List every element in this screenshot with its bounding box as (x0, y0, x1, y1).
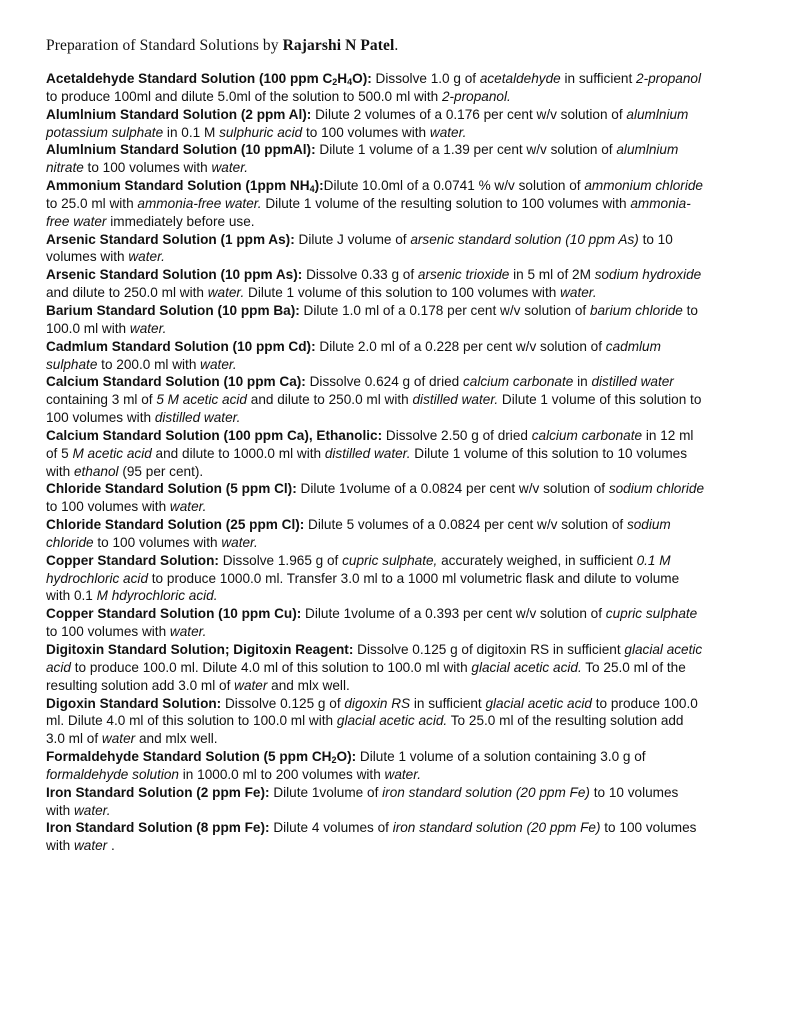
solution-entry-cadmium-10ppm (46, 338, 706, 374)
entry-heading (46, 642, 353, 657)
description-text: immediately before use. (106, 213, 255, 229)
reagent-name: glacial acetic acid (46, 642, 703, 675)
entry-heading (46, 749, 356, 764)
heading-subscript: 4 (309, 184, 315, 195)
description-text: in 1000.0 ml to 200 volumes with (179, 766, 385, 782)
reagent-name: alumlnium nitrate (46, 142, 679, 176)
heading-text: Cadmlum Standard Solution (10 ppm Cd): (46, 338, 316, 354)
description-text: Dilute 1 volume of a solution containing 3.0 g of (356, 749, 646, 765)
description-text: Dilute 5 volumes of a 0.0824 per cent w/v solution of (304, 517, 627, 533)
solution-entry-copper (46, 552, 706, 606)
description-text: . (107, 838, 115, 854)
reagent-name: distilled water. (324, 445, 411, 461)
solution-entry-iron-2ppm (46, 784, 706, 820)
reagent-name: ammonia-free water. (137, 195, 262, 211)
description-text: Dissolve 1.965 g of (218, 552, 343, 568)
heading-subscript: 2 (331, 755, 337, 766)
entry-heading (46, 374, 306, 389)
reagent-name: M hdyrochloric acid. (96, 588, 218, 604)
description-text: to produce 100.0 ml. Dilute 4.0 ml of this solution to 100.0 ml with (70, 659, 472, 675)
reagent-name: distilled water (591, 374, 674, 390)
reagent-name: ammonia-free water (46, 195, 691, 229)
solution-entry-chloride-5ppm (46, 480, 706, 516)
reagent-name: glacial acetic acid. (471, 659, 582, 675)
description-text: Dilute 1 volume of this solution to 100 volumes with (46, 392, 702, 426)
reagent-name: cupric sulphate (605, 606, 698, 622)
reagent-name: water. (211, 160, 248, 176)
solution-entry-barium-10ppm (46, 302, 706, 338)
description-text: to 200.0 ml with (97, 356, 201, 372)
reagent-name: water. (200, 356, 237, 372)
description-text: to 100 volumes with (46, 624, 170, 640)
description-text: to 100 volumes with (46, 820, 697, 854)
description-text: To 25.0 ml of the resulting solution add 3.0 ml of (46, 659, 686, 693)
reagent-name: digoxin RS (344, 695, 411, 711)
reagent-name: water. (429, 124, 467, 140)
description-text: to produce 1000.0 ml. Transfer 3.0 ml to a 1000 ml volumetric flask and dilute to volume with 0.1 (46, 570, 680, 604)
reagent-name: acetaldehyde (479, 71, 561, 86)
reagent-name: 2-propanol (636, 71, 702, 86)
description-text: to 100 volumes with (93, 534, 222, 550)
heading-text: Copper Standard Solution: (46, 552, 219, 568)
entry-heading (46, 232, 295, 247)
solution-entry-digoxin (46, 695, 706, 749)
heading-text: Acetaldehyde Standard Solution (100 ppm C (46, 71, 333, 86)
description-text: accurately weighed, in sufficient (437, 552, 637, 568)
reagent-name: sodium hydroxide (594, 267, 702, 283)
reagent-name: 5 M acetic acid (156, 392, 247, 408)
heading-text: Iron Standard Solution (2 ppm Fe): (46, 784, 270, 800)
entry-heading (46, 553, 219, 568)
description-text: Dilute 2 volumes of a 0.176 per cent w/v solution of (311, 106, 627, 122)
solution-entry-copper-10ppm (46, 605, 706, 641)
description-text: Dissolve 0.624 g of dried (305, 374, 463, 390)
entry-heading (46, 178, 324, 193)
description-text: and dilute to 250.0 ml with (46, 285, 208, 301)
description-text: in 0.1 M (163, 124, 220, 140)
reagent-name: distilled water. (412, 392, 499, 408)
heading-text: Digoxin Standard Solution: (46, 695, 222, 711)
solution-entry-calcium-100ppm-ethanolic (46, 427, 706, 481)
description-text: in 5 ml of 2M (509, 267, 595, 283)
reagent-name: water. (129, 320, 167, 336)
description-text: Dissolve 0.125 g of (221, 695, 345, 711)
heading-subscript: 2 (332, 77, 338, 87)
solution-entry-arsenic-1ppm (46, 231, 706, 267)
description-text: to produce 100ml and dilute 5.0ml of the solution to 500.0 ml with (46, 88, 442, 104)
reagent-name: water. (73, 802, 111, 818)
reagent-name: sodium chloride (46, 517, 671, 550)
reagent-name: water. (128, 249, 165, 265)
entry-heading (46, 696, 221, 711)
reagent-name: cadmlum sulphate (46, 338, 661, 372)
description-text: in sufficient (560, 71, 637, 86)
description-text: Dilute J volume of (294, 231, 411, 247)
reagent-name: sulphuric acid (219, 124, 303, 140)
description-text: in (573, 374, 592, 390)
reagent-name: water (234, 677, 268, 693)
heading-text: O): (336, 749, 357, 765)
title-suffix: . (394, 37, 399, 54)
solution-entry-digitoxin (46, 641, 706, 695)
reagent-name: 2-propanol. (441, 88, 511, 104)
description-text: to 100 volumes with (302, 124, 430, 140)
reagent-name: arsenic trioxide (417, 267, 510, 283)
reagent-name: 0.1 M hydrochloric acid (46, 552, 671, 586)
description-text: Dissolve 2.50 g of dried (382, 427, 532, 443)
description-text: (95 per cent). (118, 463, 204, 479)
description-text: Dilute 1volume of a 0.0824 per cent w/v solution of (296, 481, 609, 497)
document-title (46, 36, 706, 56)
entry-heading (46, 428, 382, 443)
heading-text: Digitoxin Standard Solution; Digitoxin Reagent: (46, 642, 354, 657)
solution-entry-acetaldehyde-100ppm (46, 70, 706, 106)
heading-text: Formaldehyde Standard Solution (5 ppm CH (46, 749, 332, 765)
entry-heading (46, 339, 316, 354)
entry-heading (46, 785, 270, 800)
description-text: and mlx well. (135, 731, 218, 747)
reagent-name: M acetic acid (72, 445, 152, 461)
description-text: Dilute 1 volume of this solution to 100 volumes with (244, 285, 561, 301)
description-text: to produce 100.0 ml. Dilute 4.0 ml of this solution to 100.0 ml with (46, 695, 698, 729)
solution-entry-aluminium-10ppm (46, 141, 706, 177)
description-text: Dissolve 1.0 g of (371, 71, 480, 86)
reagent-name: water. (207, 285, 245, 301)
description-text: Dilute 1 volume of a 1.39 per cent w/v solution of (315, 142, 617, 158)
heading-text: Arsenic Standard Solution (10 ppm As): (46, 267, 303, 283)
reagent-name: ammonium chloride (584, 178, 703, 194)
reagent-name: water (101, 731, 136, 747)
entry-heading (46, 820, 270, 835)
heading-text: Barium Standard Solution (10 ppm Ba): (46, 302, 300, 318)
description-text: Dilute 1 volume of this solution to 10 volumes with (46, 445, 688, 479)
reagent-name: arsenic standard solution (10 ppm As) (410, 231, 639, 247)
description-text: in sufficient (410, 695, 486, 711)
heading-text: Chloride Standard Solution (25 ppm Cl): (46, 517, 305, 533)
solution-entry-formaldehyde-5ppm (46, 748, 706, 784)
description-text: to 100 volumes with (83, 160, 212, 176)
heading-text: Alumlnium Standard Solution (10 ppmAl): (46, 142, 316, 158)
entry-heading (46, 71, 372, 86)
solution-entry-chloride-25ppm (46, 516, 706, 552)
description-text: to 10 volumes with (46, 231, 673, 265)
description-text: Dilute 1volume of (269, 784, 383, 800)
description-text: To 25.0 ml of the resulting solution add 3.0 ml of (46, 713, 684, 747)
description-text: Dilute 2.0 ml of a 0.228 per cent w/v solution of (315, 338, 606, 354)
description-text: and mlx well. (267, 677, 350, 693)
heading-text: H (337, 71, 348, 86)
description-text: containing 3 ml of (46, 392, 157, 408)
entry-heading (46, 606, 301, 621)
reagent-name: water (73, 838, 108, 854)
description-text: to 10 volumes with (46, 784, 679, 818)
heading-text: Alumlnium Standard Solution (2 ppm Al): (46, 106, 312, 122)
description-text: to 100.0 ml with (46, 302, 698, 336)
description-text: Dilute 1 volume of the resulting solution to 100 volumes with (261, 195, 631, 211)
description-text: to 100 volumes with (46, 499, 170, 515)
reagent-name: glacial acetic acid (485, 695, 592, 711)
heading-text: Calcium Standard Solution (100 ppm Ca), Ethanolic: (46, 427, 383, 443)
entry-heading (46, 481, 297, 496)
title-author: Rajarshi N Patel (282, 37, 395, 54)
solution-entry-arsenic-10ppm (46, 266, 706, 302)
heading-text: Calcium Standard Solution (10 ppm Ca): (46, 374, 306, 390)
heading-text: Arsenic Standard Solution (1 ppm As): (46, 231, 295, 247)
description-text: Dilute 4 volumes of (269, 820, 393, 836)
reagent-name: cupric sulphate, (342, 552, 438, 568)
heading-text: Copper Standard Solution (10 ppm Cu): (46, 606, 302, 622)
heading-text: Iron Standard Solution (8 ppm Fe): (46, 820, 270, 836)
solution-entry-ammonium-1ppm (46, 177, 706, 231)
reagent-name: alumlnium potassium sulphate (46, 106, 689, 140)
reagent-name: glacial acetic acid. (336, 713, 448, 729)
heading-subscript: 4 (347, 77, 353, 87)
description-text: Dilute 1.0 ml of a 0.178 per cent w/v solution of (299, 302, 590, 318)
description-text: Dilute 10.0ml of a 0.0741 % w/v solution of (323, 178, 585, 194)
document-page (46, 36, 706, 855)
description-text: Dissolve 0.33 g of (302, 267, 418, 283)
description-text: Dissolve 0.125 g of digitoxin RS in sufficient (353, 642, 625, 657)
entry-heading (46, 267, 302, 282)
description-text: to 25.0 ml with (46, 195, 138, 211)
entry-heading (46, 303, 300, 318)
reagent-name: water. (221, 534, 258, 550)
reagent-name: calcium carbonate (531, 427, 643, 443)
reagent-name: iron standard solution (20 ppm Fe) (392, 820, 601, 836)
reagent-name: ethanol (73, 463, 119, 479)
reagent-name: distilled water. (154, 410, 241, 426)
description-text: in 12 ml of 5 (46, 427, 694, 461)
reagent-name: water. (560, 285, 597, 301)
solution-entry-iron-8ppm (46, 819, 706, 855)
title-prefix: Preparation of Standard Solutions by (46, 37, 283, 54)
reagent-name: water. (169, 624, 207, 640)
entry-heading (46, 517, 304, 532)
reagent-name: formaldehyde solution (46, 766, 179, 782)
solution-entry-calcium-10ppm (46, 373, 706, 427)
reagent-name: calcium carbonate (463, 374, 574, 390)
reagent-name: sodium chloride (608, 481, 705, 497)
entry-heading (46, 107, 311, 122)
solution-entry-aluminium-2ppm (46, 106, 706, 142)
entry-heading (46, 142, 316, 157)
reagent-name: water. (169, 499, 207, 515)
heading-text: Chloride Standard Solution (5 ppm Cl): (46, 481, 297, 497)
solution-entries-list (46, 70, 706, 855)
reagent-name: water. (384, 766, 422, 782)
description-text: and dilute to 1000.0 ml with (151, 445, 325, 461)
description-text: Dilute 1volume of a 0.393 per cent w/v solution of (301, 606, 606, 622)
reagent-name: barium chloride (589, 302, 683, 318)
reagent-name: iron standard solution (20 ppm Fe) (382, 784, 590, 800)
heading-text: O): (352, 71, 372, 86)
description-text: and dilute to 250.0 ml with (247, 392, 413, 408)
heading-text: ): (314, 178, 324, 194)
heading-text: Ammonium Standard Solution (1ppm NH (46, 178, 310, 194)
